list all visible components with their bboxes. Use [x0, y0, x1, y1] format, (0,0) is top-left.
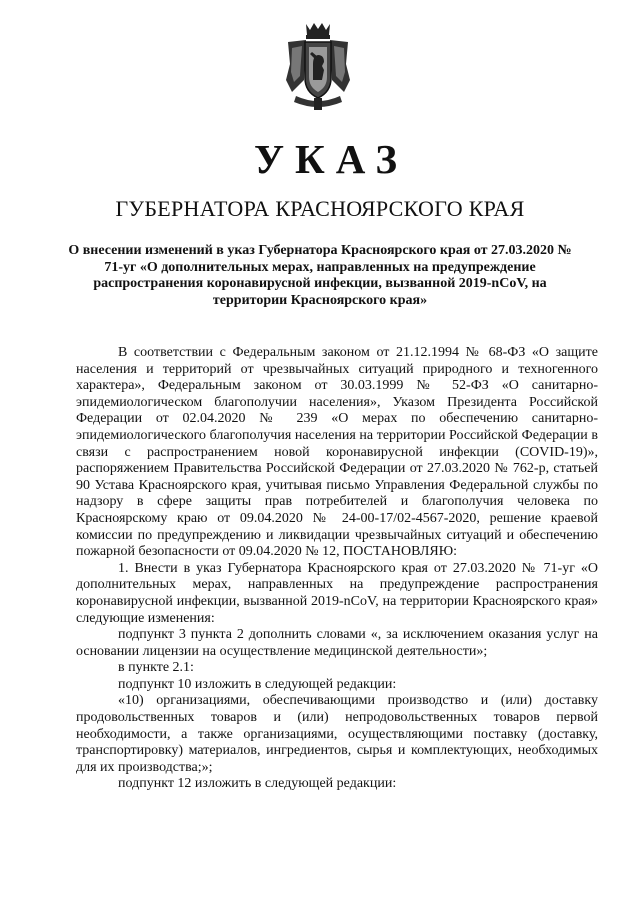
krasnoyarsk-coat-of-arms-icon [282, 20, 354, 114]
subitem-10-intro: подпункт 10 изложить в следующей редакции: [118, 676, 397, 692]
subitem-12-intro: подпункт 12 изложить в следующей редакции: [118, 776, 397, 792]
decree-body [76, 345, 598, 793]
subitem-10-text: «10) организациями, обеспечивающими производство и (или) доставку продовольственных товаров и (или) непродовольственных товаров первой необходимости, а также организациями, осуществляющими поставку (доставку, транспортировку) материалов, ингредиентов, сырья и комплектующих, необходимых для их производства;»; [76, 693, 598, 775]
decree-subject: О внесении изменений в указ Губернатора Красноярского края от 27.03.2020 № 71-уг «О дополнительных мерах, направленных на предупреждение распространения коронавирусной инфекции, вызванной 2019-nCoV, на территории Красноярского края» [68, 243, 572, 308]
decree-title: УКАЗ [253, 136, 409, 182]
point-2-1-paragraph: в пункте 2.1: [118, 660, 194, 676]
subitem-3-paragraph: подпункт 3 пункта 2 дополнить словами «, за исключением оказания услуг на основании лицензии на осуществление медицинской деятельности»; [76, 627, 598, 659]
item-1-paragraph: 1. Внести в указ Губернатора Красноярского края от 27.03.2020 № 71-уг «О дополнительных мерах, направленных на предупреждение распространения коронавирусной инфекции, вызванной 2019-nCoV, на территории Красноярского края» следующие изменения: [76, 560, 598, 626]
preamble-paragraph: В соответствии с Федеральным законом от 21.12.1994 № 68-ФЗ «О защите населения и территорий от чрезвычайных ситуаций природного и техногенного характера», Федеральным законом от 30.03.1999 № 52-ФЗ «О санитарно-эпидемиологическом благополучии населения», Указом Президента Российской Федерации от 02.04.2020 № 239 «О мерах по обеспечению санитарно-эпидемиологического благополучия населения на территории Российской Федерации в связи с распространением новой коронавирусной инфекции (COVID-19)», распоряжением Правительства Российской Федерации от 27.03.2020 № 762-р, статьей 90 Устава Красноярского края, учитывая письмо Управления Федеральной службы по надзору в сфере защиты прав потребителей и благополучия человека по Красноярскому краю от 09.04.2020 № 24-00-17/02-4567-2020, решение краевой комиссии по предупреждению и ликвидации чрезвычайных ситуаций и обеспечению пожарной безопасности от 09.04.2020 № 12, ПОСТАНОВЛЯЮ: [76, 345, 598, 560]
decree-issuer: ГУБЕРНАТОРА КРАСНОЯРСКОГО КРАЯ [115, 196, 525, 221]
